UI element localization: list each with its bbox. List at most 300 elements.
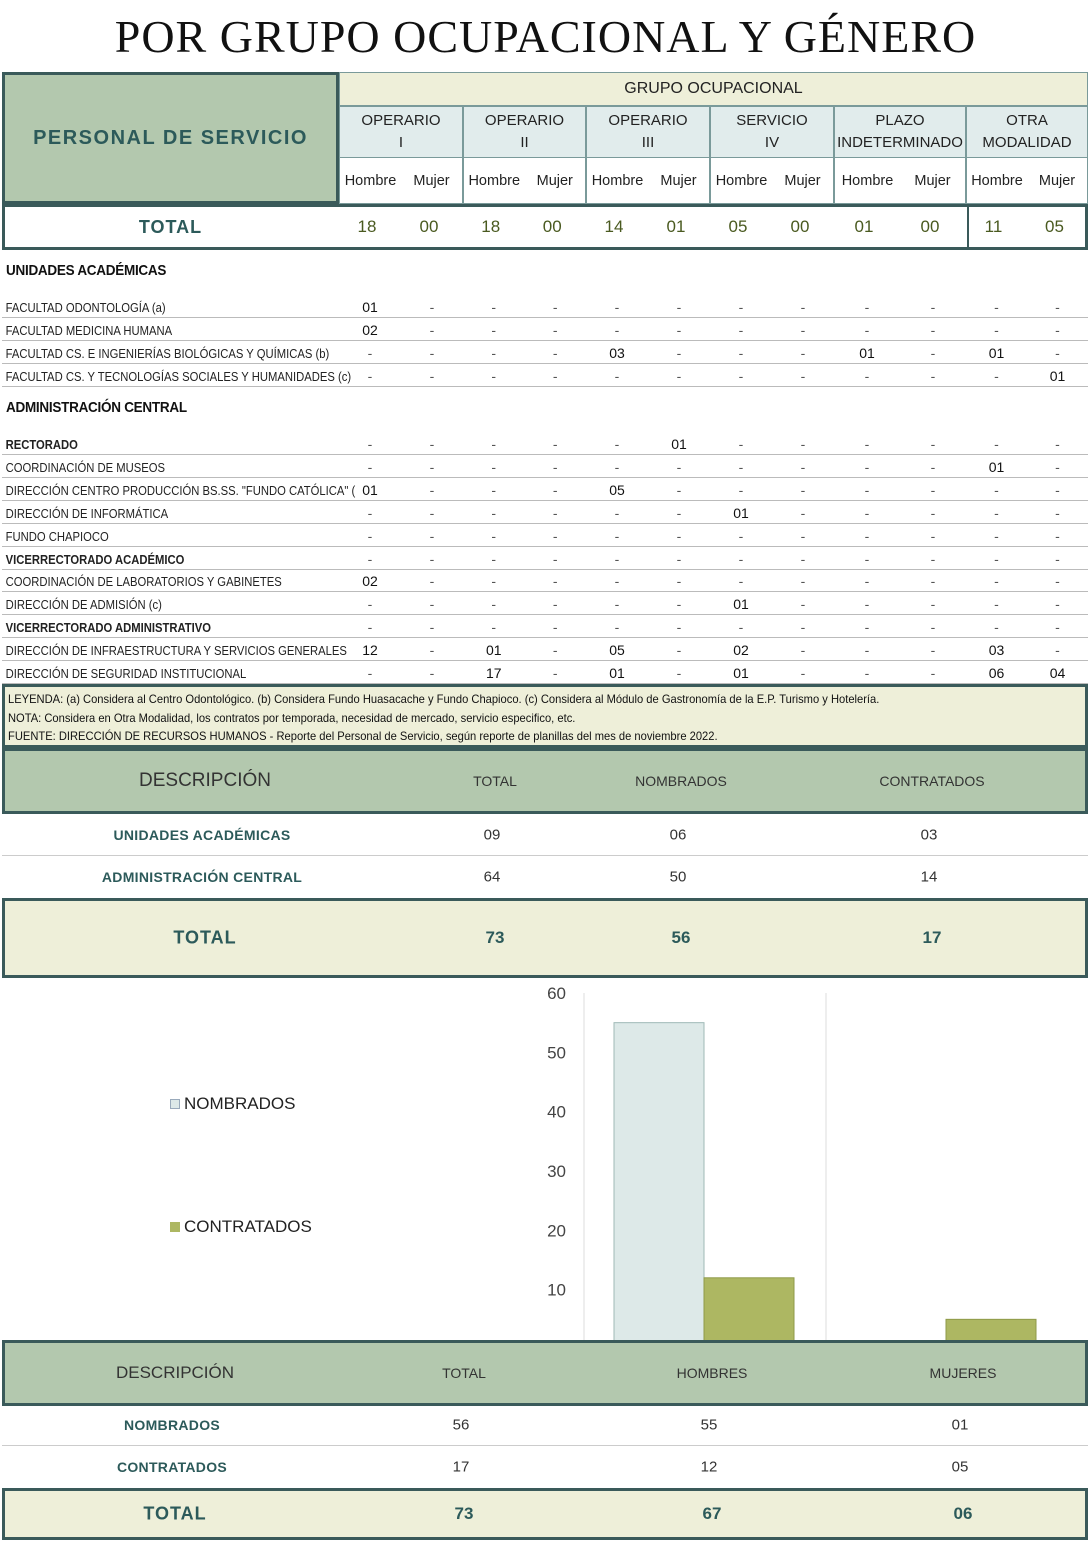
total-value: 05 [728, 217, 748, 236]
total-separator [967, 207, 969, 247]
summary1-header-nombrados: NOMBRADOS [635, 773, 727, 789]
cell-value: - [491, 299, 497, 315]
grupo-ocupacional-label: GRUPO OCUPACIONAL [339, 72, 1088, 106]
cell-value: - [1055, 481, 1060, 498]
table-row [2, 501, 1088, 524]
summary2-header-descripcion: DESCRIPCIÓN [115, 1363, 235, 1382]
total-value: 01 [666, 217, 686, 236]
summary1-header [2, 748, 1088, 814]
y-tick-label: 20 [547, 1221, 566, 1241]
column-header-line1: SERVICIO [736, 112, 808, 129]
total-mujeres: 06 [953, 1504, 973, 1523]
y-tick-label: 40 [547, 1102, 566, 1122]
row-name: FUNDO CHAPIOCO [5, 529, 109, 544]
cell-value: - [738, 299, 744, 315]
cell-value: - [738, 573, 744, 590]
cell-value: - [429, 299, 435, 315]
cell-value: - [800, 596, 806, 613]
gender-subheader [339, 158, 463, 204]
total-value: 18 [357, 217, 377, 236]
cell-value: - [994, 573, 999, 590]
gender-subheader [586, 158, 710, 204]
total-label: TOTAL [138, 216, 203, 237]
cell-value: - [367, 619, 373, 636]
cell-value: - [864, 436, 870, 452]
cell-value: 01 [671, 436, 687, 452]
table-row [2, 592, 1088, 615]
column-header-line2: III [641, 134, 655, 151]
row-name: VICERRECTORADO ACADÉMICO [5, 552, 185, 567]
cell-value: 05 [609, 481, 625, 498]
cell-value: - [800, 458, 806, 475]
cell-value: - [676, 504, 682, 521]
total-value: 00 [920, 217, 940, 236]
legend-label: CONTRATADOS [184, 1217, 312, 1236]
cell-value: - [614, 299, 620, 315]
cell-value: - [1055, 550, 1060, 567]
summary1-header-descripcion: DESCRIPCIÓN [139, 770, 271, 791]
row-name: RECTORADO [5, 438, 78, 452]
total-nombrados: 56 [671, 928, 691, 947]
cell-value: - [491, 504, 497, 521]
cell-value: - [864, 619, 870, 636]
table-row [2, 661, 1088, 684]
cell-value: - [738, 345, 744, 361]
cell-value: - [738, 458, 744, 475]
cell-value: - [552, 573, 558, 590]
cell-value: - [614, 322, 620, 338]
column-header-line2: IV [764, 134, 780, 151]
cell-value: - [800, 642, 806, 659]
cell-value: - [676, 322, 682, 338]
table-row [2, 524, 1088, 547]
cell-value: - [930, 345, 936, 361]
total-value: 05 [1045, 217, 1064, 236]
cell-value: 01 [733, 596, 749, 613]
cell-value: - [429, 665, 435, 681]
cell-value: - [1055, 527, 1060, 544]
cell-value: - [491, 481, 497, 498]
summary1-total-row [2, 898, 1088, 978]
cell-value: - [676, 368, 682, 384]
column-header-line1: PLAZO [875, 112, 925, 129]
cell-value: - [800, 481, 806, 498]
summary2-header [2, 1340, 1088, 1406]
cell-value: 12 [362, 642, 378, 659]
summary2-total-row [2, 1488, 1088, 1540]
row-name: FACULTAD CS. E INGENIERÍAS BIOLÓGICAS Y QUÍMICAS (b) [5, 347, 330, 361]
cell-value: 03 [988, 642, 1005, 659]
cell-value: 02 [733, 642, 749, 659]
cell-value: - [676, 527, 682, 544]
cell-value: - [1055, 458, 1060, 475]
row-name: FACULTAD MEDICINA HUMANA [5, 324, 173, 338]
cell-value: - [930, 527, 936, 544]
cell-value: - [994, 481, 999, 498]
mujer-label: Mujer [660, 172, 697, 189]
mujer-label: Mujer [1038, 172, 1076, 189]
cell-value: - [800, 299, 806, 315]
table-header [2, 72, 1088, 204]
cell-value: - [1055, 345, 1060, 361]
cell-value: - [864, 596, 870, 613]
cell-value: - [738, 619, 744, 636]
cell-value: - [864, 481, 870, 498]
cell-value: - [930, 322, 936, 338]
cell-value: - [800, 345, 806, 361]
row-name: FACULTAD CS. Y TECNOLOGÍAS SOCIALES Y HUMANIDADES (c) [5, 370, 352, 384]
cell-value: - [1055, 322, 1060, 338]
cell-value: 03 [609, 345, 625, 361]
cell-value: - [429, 504, 435, 521]
cell-value: - [994, 368, 999, 384]
cell-value: - [429, 596, 435, 613]
cell-value: - [552, 345, 558, 361]
cell-value: - [367, 345, 373, 361]
cell-value: - [738, 322, 744, 338]
cell-value: - [930, 550, 936, 567]
cell-value: - [994, 504, 999, 521]
bar-chart [0, 980, 1091, 1360]
cell-value: 01 [988, 345, 1005, 361]
legend-line: LEYENDA: (a) Considera al Centro Odontológico. (b) Considera Fundo Huasacache y Fundo Chapioco. (c) Considera al Módulo de Gastronomía de la E.P. Turismo y Hotelería. [8, 692, 880, 706]
y-tick-label: 30 [547, 1162, 566, 1181]
total-value: 01 [854, 217, 874, 236]
cell-value: - [864, 550, 870, 567]
cell-value: - [994, 322, 999, 338]
cell-value: - [429, 345, 435, 361]
row-name: COORDINACIÓN DE MUSEOS [5, 460, 165, 475]
cell-value: - [614, 504, 620, 521]
cell-value: - [930, 368, 936, 384]
cell-value: - [738, 481, 744, 498]
cell-value: 17 [485, 665, 502, 681]
row-total: 56 [452, 1416, 470, 1433]
cell-value: - [367, 368, 373, 384]
column-header-line2: II [520, 134, 529, 151]
cell-value: - [676, 458, 682, 475]
row-nombrados: 06 [669, 826, 687, 843]
y-tick-label: 10 [547, 1280, 566, 1300]
cell-value: - [552, 299, 558, 315]
cell-value: - [552, 481, 558, 498]
row-name: DIRECCIÓN DE SEGURIDAD INSTITUCIONAL [5, 667, 247, 681]
cell-value: - [676, 299, 682, 315]
cell-value: - [1055, 596, 1060, 613]
cell-value: - [994, 596, 999, 613]
column-header-line1: OPERARIO [608, 112, 688, 129]
column-header-line2: MODALIDAD [982, 134, 1072, 151]
cell-value: - [614, 573, 620, 590]
cell-value: 02 [362, 573, 378, 590]
cell-value: - [994, 436, 999, 452]
mujer-label: Mujer [784, 172, 821, 189]
cell-value: 01 [733, 504, 749, 521]
gender-subheader [710, 158, 834, 204]
table-row [2, 295, 1088, 318]
total-value: 14 [604, 217, 624, 236]
cell-value: - [930, 642, 936, 659]
cell-value: - [491, 436, 497, 452]
row-label: NOMBRADOS [123, 1416, 221, 1433]
section-administracion-central: ADMINISTRACIÓN CENTRAL [6, 399, 187, 416]
y-tick-label: 60 [547, 984, 566, 1003]
row-hombres: 55 [700, 1416, 718, 1433]
total-value: 00 [419, 217, 439, 236]
cell-value: - [491, 619, 497, 636]
summary1-header-total: TOTAL [473, 773, 517, 789]
row-name: DIRECCIÓN CENTRO PRODUCCIÓN BS.SS. "FUNDO CATÓLICA" ( [5, 483, 356, 498]
cell-value: - [429, 368, 435, 384]
table-row [2, 432, 1088, 455]
cell-value: - [552, 550, 558, 567]
cell-value: - [491, 550, 497, 567]
cell-value: - [614, 596, 620, 613]
summary1-header-contratados: CONTRATADOS [879, 773, 985, 789]
cell-value: - [1055, 642, 1060, 659]
cell-value: 05 [609, 642, 625, 659]
cell-value: - [994, 550, 999, 567]
row-nombrados: 50 [669, 868, 687, 886]
cell-value: - [864, 504, 870, 521]
mujer-label: Mujer [413, 172, 450, 189]
cell-value: - [676, 573, 682, 590]
cell-value: - [676, 481, 682, 498]
total-label: TOTAL [173, 927, 237, 948]
cell-value: 01 [988, 458, 1005, 475]
cell-value: - [429, 550, 435, 567]
cell-value: - [614, 458, 620, 475]
cell-value: - [738, 527, 744, 544]
cell-value: - [429, 458, 435, 475]
cell-value: - [367, 436, 373, 452]
cell-value: - [864, 322, 870, 338]
column-header-4 [710, 106, 834, 158]
cell-value: - [491, 458, 497, 475]
cell-value: - [800, 665, 806, 681]
table-row [2, 478, 1088, 501]
cell-value: - [552, 642, 558, 659]
summary1-row-administracion [2, 856, 1088, 898]
cell-value: - [864, 642, 870, 659]
cell-value: - [864, 527, 870, 544]
cell-value: - [614, 619, 620, 636]
cell-value: - [552, 527, 558, 544]
cell-value: 01 [362, 299, 378, 315]
cell-value: - [930, 436, 936, 452]
bar-contratados-hombres [704, 1278, 794, 1349]
total-value: 18 [481, 217, 501, 236]
column-header-2 [463, 106, 586, 158]
source-line: FUENTE: DIRECCIÓN DE RECURSOS HUMANOS - Reporte del Personal de Servicio, según reporte de planillas del mes de noviembre 2022. [8, 729, 718, 743]
cell-value: - [800, 368, 806, 384]
cell-value: - [429, 322, 435, 338]
cell-value: - [1055, 619, 1060, 636]
table-row [2, 364, 1088, 387]
cell-value: - [994, 527, 999, 544]
cell-value: - [800, 504, 806, 521]
cell-value: - [429, 573, 435, 590]
hombre-label: Hombre [715, 172, 768, 189]
cell-value: - [738, 368, 744, 384]
row-hombres: 12 [700, 1458, 718, 1476]
cell-value: - [864, 573, 870, 590]
cell-value: - [800, 619, 806, 636]
cell-value: - [800, 550, 806, 567]
cell-value: - [930, 619, 936, 636]
cell-value: - [614, 527, 620, 544]
row-total: 09 [483, 826, 501, 843]
row-contratados: 03 [920, 826, 938, 843]
row-label: UNIDADES ACADÉMICAS [113, 826, 291, 843]
row-name: COORDINACIÓN DE LABORATORIOS Y GABINETES [5, 575, 282, 590]
summary2-header-mujeres: MUJERES [929, 1365, 997, 1381]
table-row [2, 638, 1088, 661]
cell-value: - [367, 596, 373, 613]
cell-value: - [676, 596, 682, 613]
cell-value: - [552, 368, 558, 384]
column-header-line2: I [398, 134, 404, 151]
cell-value: - [367, 458, 373, 475]
cell-value: - [676, 550, 682, 567]
cell-value: - [429, 619, 435, 636]
row-total: 64 [483, 868, 501, 886]
column-header-3 [586, 106, 710, 158]
cell-value: - [676, 345, 682, 361]
cell-value: - [800, 527, 806, 544]
column-header-line1: OTRA [1006, 112, 1048, 129]
section-unidades-academicas: UNIDADES ACADÉMICAS [6, 262, 167, 279]
cell-value: - [864, 665, 870, 681]
total-value: 00 [790, 217, 810, 236]
cell-value: - [994, 619, 999, 636]
cell-value: - [429, 436, 435, 452]
total-label: TOTAL [143, 1503, 207, 1524]
cell-value: - [552, 504, 558, 521]
cell-value: - [367, 550, 373, 567]
cell-value: 06 [988, 665, 1005, 681]
mujer-label: Mujer [536, 172, 573, 189]
cell-value: - [491, 345, 497, 361]
total-row [2, 204, 1088, 250]
cell-value: - [864, 458, 870, 475]
legend-label: NOMBRADOS [184, 1094, 296, 1113]
cell-value: - [429, 527, 435, 544]
row-name: DIRECCIÓN DE ADMISIÓN (c) [5, 598, 162, 613]
cell-value: 01 [485, 642, 502, 659]
cell-value: 01 [859, 345, 875, 361]
cell-value: 04 [1049, 665, 1066, 681]
cell-value: - [738, 436, 744, 452]
cell-value: - [614, 368, 620, 384]
cell-value: - [930, 596, 936, 613]
cell-value: - [1055, 504, 1060, 521]
summary1-row-academicas [2, 814, 1088, 856]
cell-value: - [738, 550, 744, 567]
total-hombres: 67 [702, 1504, 722, 1523]
table-row [2, 455, 1088, 478]
hombre-label: Hombre [591, 172, 644, 189]
cell-value: - [614, 550, 620, 567]
cell-value: - [552, 596, 558, 613]
cell-value: - [552, 665, 558, 681]
summary2-header-total: TOTAL [442, 1365, 486, 1381]
cell-value: 01 [362, 481, 378, 498]
cell-value: - [930, 299, 936, 315]
total-value: 00 [542, 217, 562, 236]
cell-value: - [800, 436, 806, 452]
cell-value: - [614, 436, 620, 452]
cell-value: - [367, 504, 373, 521]
cell-value: - [1055, 573, 1060, 590]
total-total: 73 [485, 928, 505, 947]
page-title: POR GRUPO OCUPACIONAL Y GÉNERO [114, 11, 977, 62]
mujer-label: Mujer [914, 172, 951, 189]
total-total: 73 [454, 1504, 474, 1523]
cell-value: - [800, 573, 806, 590]
cell-value: - [429, 481, 435, 498]
column-header-1 [339, 106, 463, 158]
cell-value: - [367, 665, 373, 681]
cell-value: - [676, 642, 682, 659]
personal-servicio-label: PERSONAL DE SERVICIO [2, 72, 339, 204]
cell-value: 01 [733, 665, 749, 681]
cell-value: - [676, 619, 682, 636]
cell-value: - [994, 299, 999, 315]
total-contratados: 17 [922, 928, 942, 947]
row-total: 17 [452, 1458, 470, 1476]
cell-value: - [676, 665, 682, 681]
cell-value: - [864, 299, 870, 315]
hombre-label: Hombre [344, 172, 397, 189]
row-name: DIRECCIÓN DE INFRAESTRUCTURA Y SERVICIOS GENERALES [5, 644, 347, 659]
table-row [2, 341, 1088, 364]
cell-value: - [491, 368, 497, 384]
row-label: CONTRATADOS [116, 1459, 228, 1475]
legend-notes [2, 684, 1088, 748]
cell-value: - [552, 322, 558, 338]
note-line: NOTA: Considera en Otra Modalidad, los contratos por temporada, necesidad de mercado, servicio especifico, etc. [8, 710, 576, 725]
cell-value: - [930, 458, 936, 475]
table-row [2, 569, 1088, 592]
cell-value: - [429, 642, 435, 659]
cell-value: - [552, 436, 558, 452]
summary2-row-contratados [2, 1446, 1088, 1488]
cell-value: - [1055, 436, 1060, 452]
row-mujeres: 05 [951, 1458, 969, 1476]
column-header-line2: INDETERMINADO [837, 134, 963, 151]
row-contratados: 14 [920, 868, 938, 886]
cell-value: - [491, 596, 497, 613]
cell-value: - [491, 322, 497, 338]
row-mujeres: 01 [951, 1416, 969, 1433]
y-tick-label: 50 [547, 1043, 566, 1063]
row-name: DIRECCIÓN DE INFORMÁTICA [5, 506, 169, 521]
cell-value: 02 [362, 322, 378, 338]
cell-value: - [800, 322, 806, 338]
column-header-line1: OPERARIO [484, 112, 565, 129]
hombre-label: Hombre [841, 172, 894, 189]
chart-svg [0, 980, 1091, 1360]
gender-subheader [966, 158, 1088, 204]
cell-value: - [552, 619, 558, 636]
hombre-label: Hombre [468, 172, 521, 189]
column-header-line1: OPERARIO [361, 112, 441, 129]
cell-value: - [930, 665, 936, 681]
cell-value: 01 [609, 665, 625, 681]
cell-value: - [491, 573, 497, 590]
table-row [2, 318, 1088, 341]
